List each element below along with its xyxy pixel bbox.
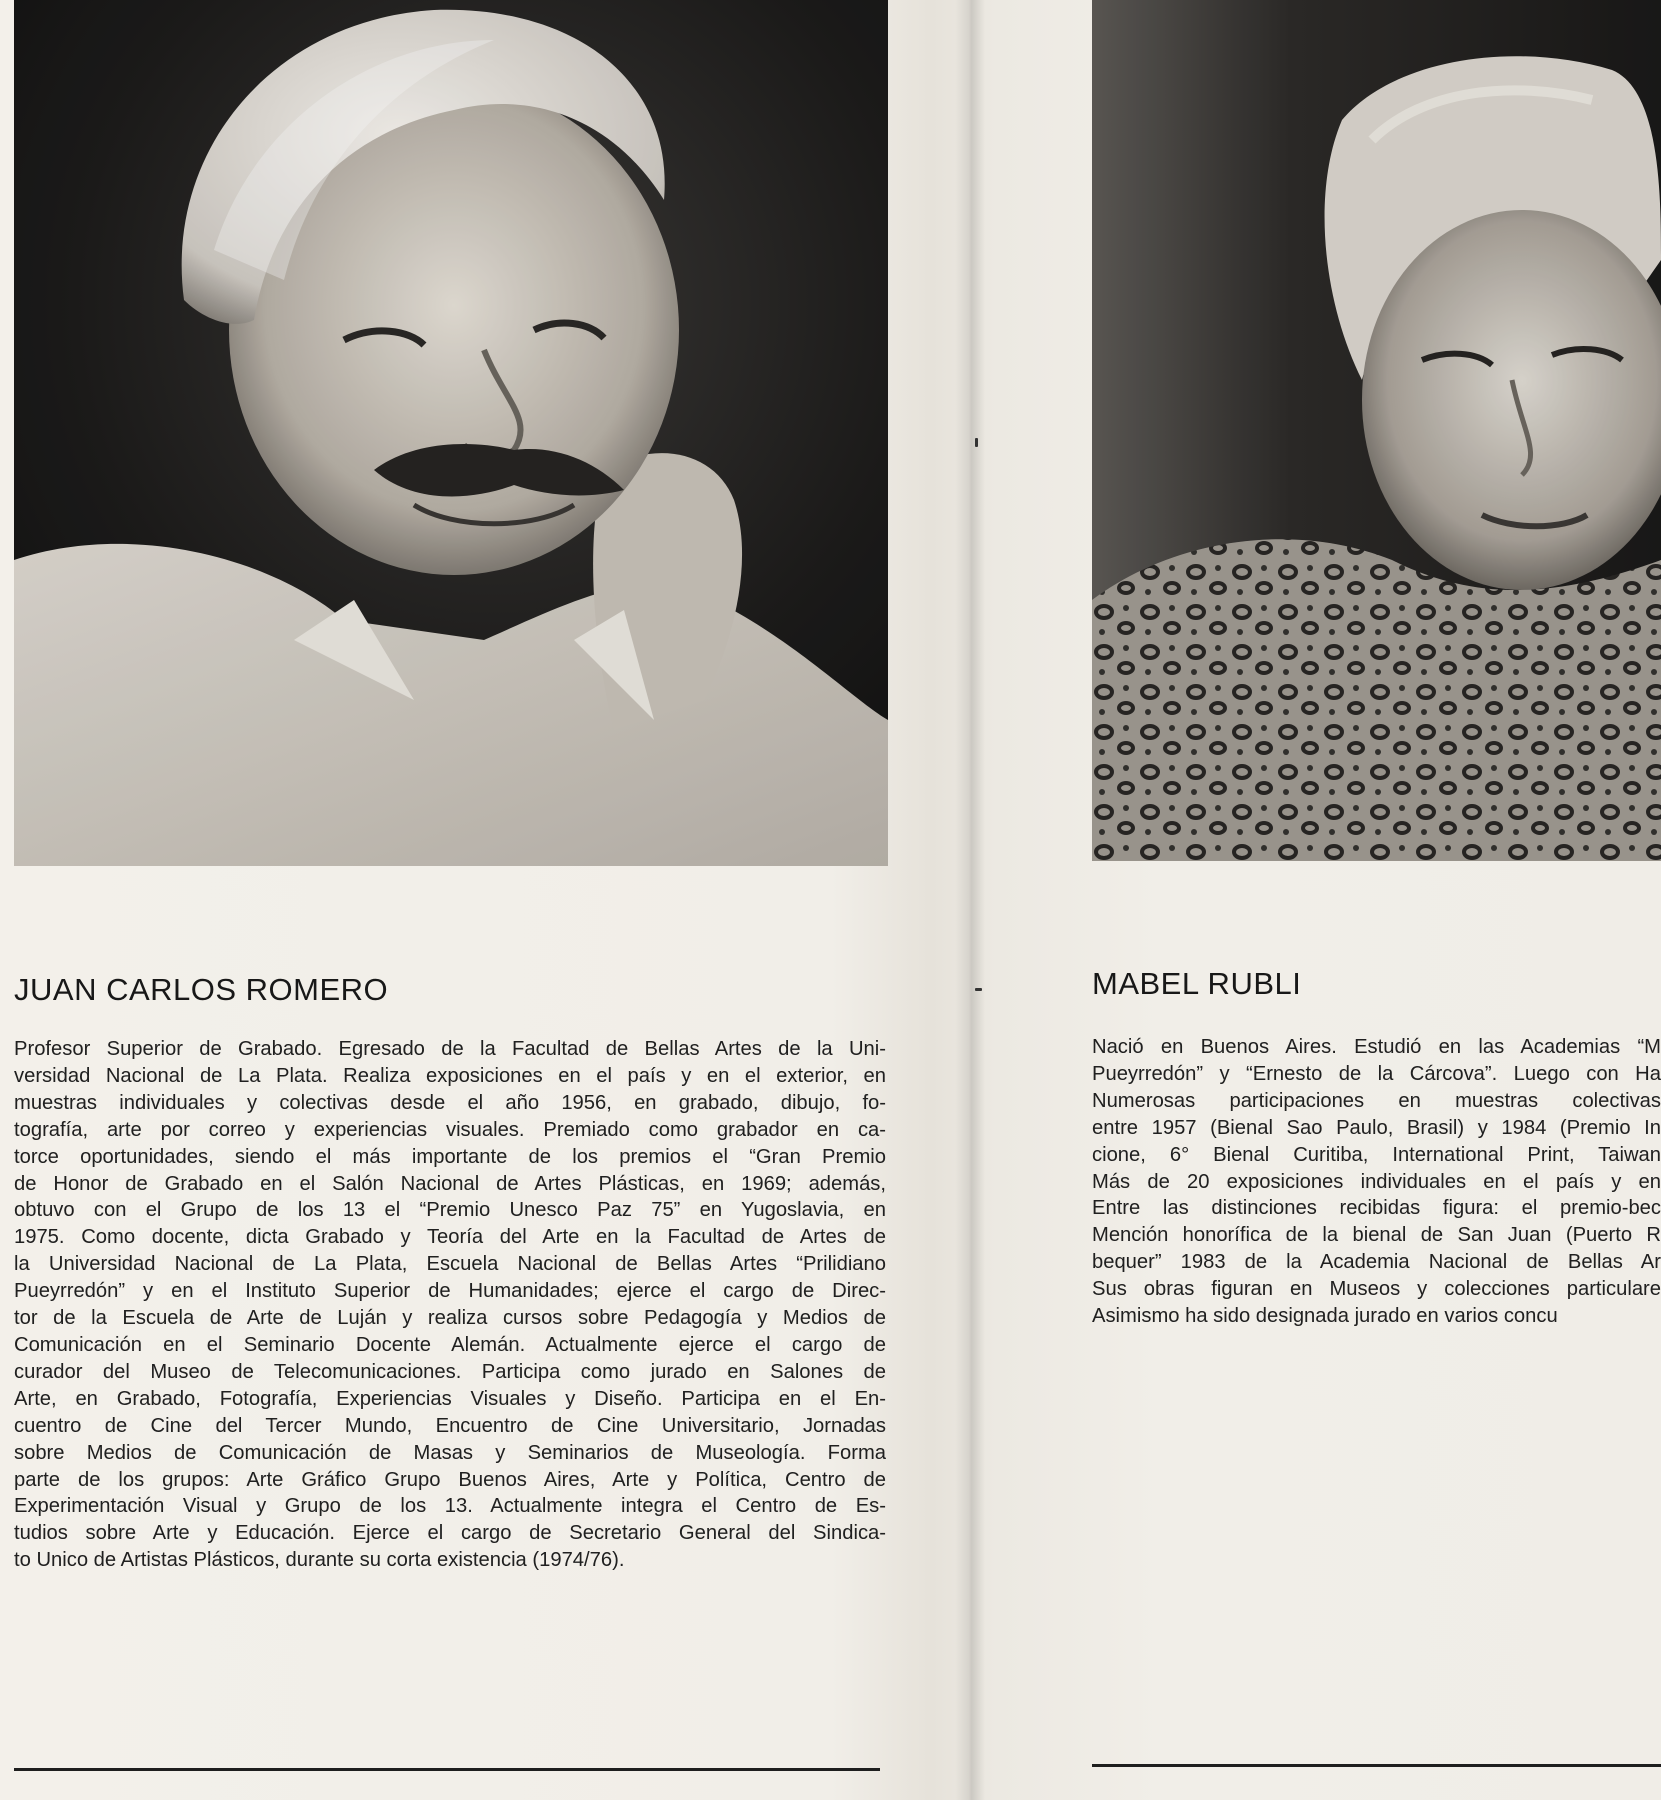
bio-line: Sus obras figuran en Museos y colecciones particulare xyxy=(1092,1278,1661,1301)
bio-line: Mención honorífica de la bienal de San Juan (Puerto R xyxy=(1092,1224,1661,1247)
bottom-rule-right xyxy=(1092,1764,1661,1767)
bio-line: Numerosas participaciones en muestras colectivas xyxy=(1092,1089,1661,1112)
bio-line: versidad Nacional de La Plata. Realiza exposiciones en el país y en el exterior, en xyxy=(14,1064,886,1087)
bio-line: Arte, en Grabado, Fotografía, Experiencias Visuales y Diseño. Participa en el En- xyxy=(14,1387,886,1410)
bio-line: Más de 20 exposiciones individuales en el país y en xyxy=(1092,1170,1661,1193)
bio-line: Profesor Superior de Grabado. Egresado de la Facultad de Bellas Artes de la Uni- xyxy=(14,1038,886,1060)
artist-name-rubli: MABEL RUBLI xyxy=(1092,966,1302,1001)
artist-name-romero: JUAN CARLOS ROMERO xyxy=(14,972,389,1007)
bio-line: Nació en Buenos Aires. Estudió en las Academias “M xyxy=(1092,1036,1661,1058)
bio-line: parte de los grupos: Arte Gráfico Grupo Buenos Aires, Arte y Política, Centro de xyxy=(14,1468,886,1491)
bio-line: muestras individuales y colectivas desde el año 1956, en grabado, dibujo, fo- xyxy=(14,1091,886,1114)
bio-line: Comunicación en el Seminario Docente Alemán. Actualmente ejerce el cargo de xyxy=(14,1333,886,1356)
bio-line: Entre las distinciones recibidas figura: el premio-bec xyxy=(1092,1197,1661,1220)
artist-bio-rubli xyxy=(1092,1034,1661,1330)
portrait-photo-juan-carlos-romero xyxy=(14,0,888,866)
bio-line: de Honor de Grabado en el Salón Nacional de Artes Plásticas, en 1969; además, xyxy=(14,1172,886,1195)
bio-line: tografía, arte por correo y experiencias visuales. Premiado como grabador en ca- xyxy=(14,1118,886,1141)
bio-line: sobre Medios de Comunicación de Masas y Seminarios de Museología. Forma xyxy=(14,1441,886,1464)
bottom-rule-left xyxy=(14,1768,880,1771)
bio-line: torce oportunidades, siendo el más importante de los premios el “Gran Premio xyxy=(14,1145,886,1168)
bio-line: tor de la Escuela de Arte de Luján y realiza cursos sobre Pedagogía y Medios de xyxy=(14,1307,886,1330)
bio-line: bequer” 1983 de la Academia Nacional de Bellas Ar xyxy=(1092,1251,1661,1274)
bio-line: entre 1957 (Bienal Sao Paulo, Brasil) y 1984 (Premio In xyxy=(1092,1116,1661,1139)
bio-line: 1975. Como docente, dicta Grabado y Teoría del Arte en la Facultad de Artes de xyxy=(14,1226,886,1249)
artist-bio-romero xyxy=(14,1036,886,1574)
bio-line: cione, 6° Bienal Curitiba, International Print, Taiwan xyxy=(1092,1143,1661,1166)
bio-line: Asimismo ha sido designada jurado en varios concu xyxy=(1092,1305,1558,1328)
bio-line: Pueyrredón” y “Ernesto de la Cárcova”. Luego con Ha xyxy=(1092,1062,1661,1085)
bio-line: tudios sobre Arte y Educación. Ejerce el cargo de Secretario General del Sindica- xyxy=(14,1522,886,1545)
bio-line: to Unico de Artistas Plásticos, durante su corta existencia (1974/76). xyxy=(14,1549,625,1572)
bio-line: curador del Museo de Telecomunicaciones. Participa como jurado en Salones de xyxy=(14,1360,886,1383)
portrait-photo-mabel-rubli xyxy=(1092,0,1661,861)
bio-line: la Universidad Nacional de La Plata, Escuela Nacional de Bellas Artes “Prilidiano xyxy=(14,1253,886,1276)
bio-line: Pueyrredón” y en el Instituto Superior de Humanidades; ejerce el cargo de Direc- xyxy=(14,1280,886,1303)
bio-line: Experimentación Visual y Grupo de los 13. Actualmente integra el Centro de Es- xyxy=(14,1495,886,1518)
bio-line: cuentro de Cine del Tercer Mundo, Encuentro de Cine Universitario, Jornadas xyxy=(14,1414,886,1437)
bio-line: obtuvo con el Grupo de los 13 el “Premio Unesco Paz 75” en Yugoslavia, en xyxy=(14,1199,886,1222)
